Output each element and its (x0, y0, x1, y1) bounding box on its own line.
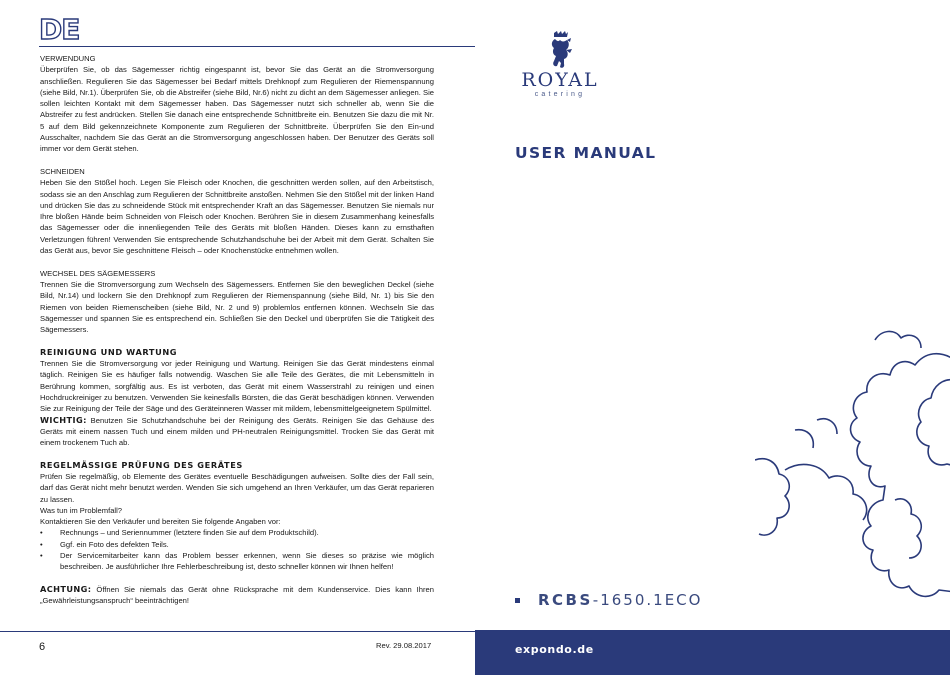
footer-bar (475, 630, 950, 675)
model-row (515, 590, 702, 610)
section-schneiden (40, 166, 434, 256)
warning-label: ACHTUNG: (40, 583, 92, 594)
important-note (40, 415, 434, 449)
section-verwendung (40, 53, 434, 155)
list-item: • Der Servicemitarbeiter kann das Problem besser erkennen, wenn Sie dieses so präzise wie möglich beschreiben. Je ausführlicher Ihre Fehlerbeschreibung ist, desto schneller können wir Ihnen helfen! (40, 551, 434, 572)
important-text: Benutzen Sie Schutzhandschuhe bei der Reinigung des Geräts. Reinigen Sie das Gehäuse des Geräts mit einem nassen Tuch und einem milden und PH-neutralen Reinigungsmittel. Trocken Sie das Gerät mit einem trockenem Tuch ab. (40, 415, 434, 448)
language-label: DE (39, 13, 80, 46)
revision-date: Rev. 29.08.2017 (376, 641, 432, 650)
info-list (40, 527, 434, 572)
section-paragraph: Überprüfen Sie, ob das Sägemesser richtig eingespannt ist, bevor Sie das Gerät an die Stromversorgung anschließen. Regulieren Sie das Sägemesser bei Bedarf mittels Drehknopf zum Regulieren der Riemenspannung (siehe Bild, Nr.1). Überprüfen Sie, ob die Abstreifer (siehe Bild, Nr.6) nicht zu dicht an dem Sägemesser anliegen. Sie sollen leichten Kontakt mit dem Sägemesser haben. Das Sägemesser nutzt sich schneller ab, wenn Sie die Abstreifer zu fest andrücken. Stellen Sie danach eine entsprechende Schnittbreite ein. Benutzen Sie dazu die mit Nr. 5 auf dem Bild gekennzeichnete Komponente zum Regulieren der Schnittbreite. Überprüfen Sie den Ein-und Ausschalter, nachdem Sie das Gerät an die Stromversorgung angeschlossen haben. Der Benutzer des Geräts soll immer vor dem Gerät stehen. (40, 65, 434, 154)
section-heading: REGELMÄSSIGE PRÜFUNG DES GERÄTES (40, 459, 243, 470)
section-pruefung (40, 460, 434, 573)
manual-content (40, 53, 434, 607)
warning-text: Öffnen Sie niemals das Gerät ohne Rücksprache mit dem Kundenservice. Dies kann Ihren „Gewährleistungsanspruch“ beeinträchtigen! (40, 584, 434, 606)
section-heading: REINIGUNG UND WARTUNG (40, 346, 178, 357)
bullet-icon: • (40, 528, 43, 538)
bullet-icon (515, 598, 520, 603)
footer-divider (0, 631, 475, 632)
section-paragraph: Prüfen Sie regelmäßig, ob Elemente des Gerätes eventuelle Beschädigungen aufweisen. Sollte dies der Fall sein, darf das Gerät nicht mehr benutzt werden. Wenden Sie sich umgehend an Ihren Verkäufer, um das Gerät reparieren zu lassen. (40, 471, 434, 504)
bullet-icon: • (40, 539, 43, 549)
important-label: WICHTIG: (40, 414, 87, 425)
section-reinigung (40, 347, 434, 449)
section-heading: VERWENDUNG (40, 54, 96, 63)
section-wechsel (40, 268, 434, 336)
manual-cover-page (475, 0, 950, 675)
list-item: • Rechnungs – und Seriennummer (letztere finden Sie auf dem Produktschild). (40, 528, 319, 538)
section-heading: WECHSEL DES SÄGEMESSERS (40, 268, 156, 278)
model-code: RCBS (538, 591, 593, 609)
model-number: -1650.1ECO (592, 591, 703, 609)
rampant-lion-crest-icon (545, 30, 575, 70)
section-paragraph: Kontaktieren Sie den Verkäufer und bereiten Sie folgende Angaben vor: (40, 517, 281, 527)
section-paragraph: Trennen Sie die Stromversorgung vor jeder Reinigung und Wartung. Reinigen Sie das Gerät mindestens einmal täglich. Reinigen Sie es häufiger falls notwendig. Waschen Sie alle Teile des Gerätes, die mit Lebensmitteln in Berührung kommen, sorgfältig aus. Es ist verboten, das Gerät mit einem Wasserstrahl zu reinigen und einen Hochdruckreiniger zu benutzen. Verwenden Sie keinesfalls Bürsten, die das Gerät beschädigen können. Verwenden Sie zur Reinigung der Teile der Säge und des Geräteinneren Wasser mit mildem, lebensmittelgeeignetem Spülmittel. (40, 359, 434, 414)
brand-subtitle: catering (534, 91, 586, 98)
section-paragraph: Was tun im Problemfall? (40, 505, 123, 515)
lion-watermark-illustration (755, 320, 950, 640)
website-link[interactable]: expondo.de (515, 643, 594, 656)
list-item: • Ggf. ein Foto des defekten Teils. (40, 539, 169, 549)
section-heading: SCHNEIDEN (40, 166, 85, 176)
manual-title: USER MANUAL (515, 144, 657, 162)
header-divider (39, 46, 475, 47)
warning-note (40, 584, 434, 607)
brand-name: ROYAL (521, 69, 599, 91)
bullet-icon: • (40, 551, 43, 561)
section-paragraph: Trennen Sie die Stromversorgung zum Wechseln des Sägemessers. Entfernen Sie den beweglichen Deckel (siehe Bild, Nr.14) und lockern Sie den Drehknopf zum Regulieren der Riemenspannung (siehe Bild, Nr. 1) bis Sie den Riemen von beiden Riemenscheiben (siehe Bild, Nr. 2 und 9) problemlos entfernen können. Wechseln Sie das Sägemesser und spannen Sie es entsprechend ein. Schließen Sie den Deckel und überprüfen Sie die Tätigkeit des Sägemessers. (40, 279, 434, 335)
section-paragraph: Heben Sie den Stößel hoch. Legen Sie Fleisch oder Knochen, die geschnitten werden sollen, auf den Arbeitstisch, sodass sie an den Anschlag zum Regulieren der Schnittbreite anstoßen. Nehmen Sie den Stößel mit der linken Hand und drücken Sie das zu schneidende Stück mit entsprechender Kraft an das Sägemesser. Benutzen Sie niemals nur Ihre bloßen Hände beim Schneiden von Fleisch oder Knochen. Berühren Sie in diesem Zusammenhang keinesfalls das Sägemesser oder die innenliegenden Teile des Geräts mit bloßen Händen. Dieses kann zu ernsthaften Verletzungen führen! Verwenden Sie entsprechende Schutzhandschuhe bei der Arbeit mit dem Gerät. Schalten Sie das Gerät aus, bevor Sie geschnittene Fleisch – oder Knochenstücke entnehmen wollen. (40, 178, 434, 256)
royal-catering-logo (515, 30, 605, 102)
page-number: 6 (39, 641, 46, 653)
